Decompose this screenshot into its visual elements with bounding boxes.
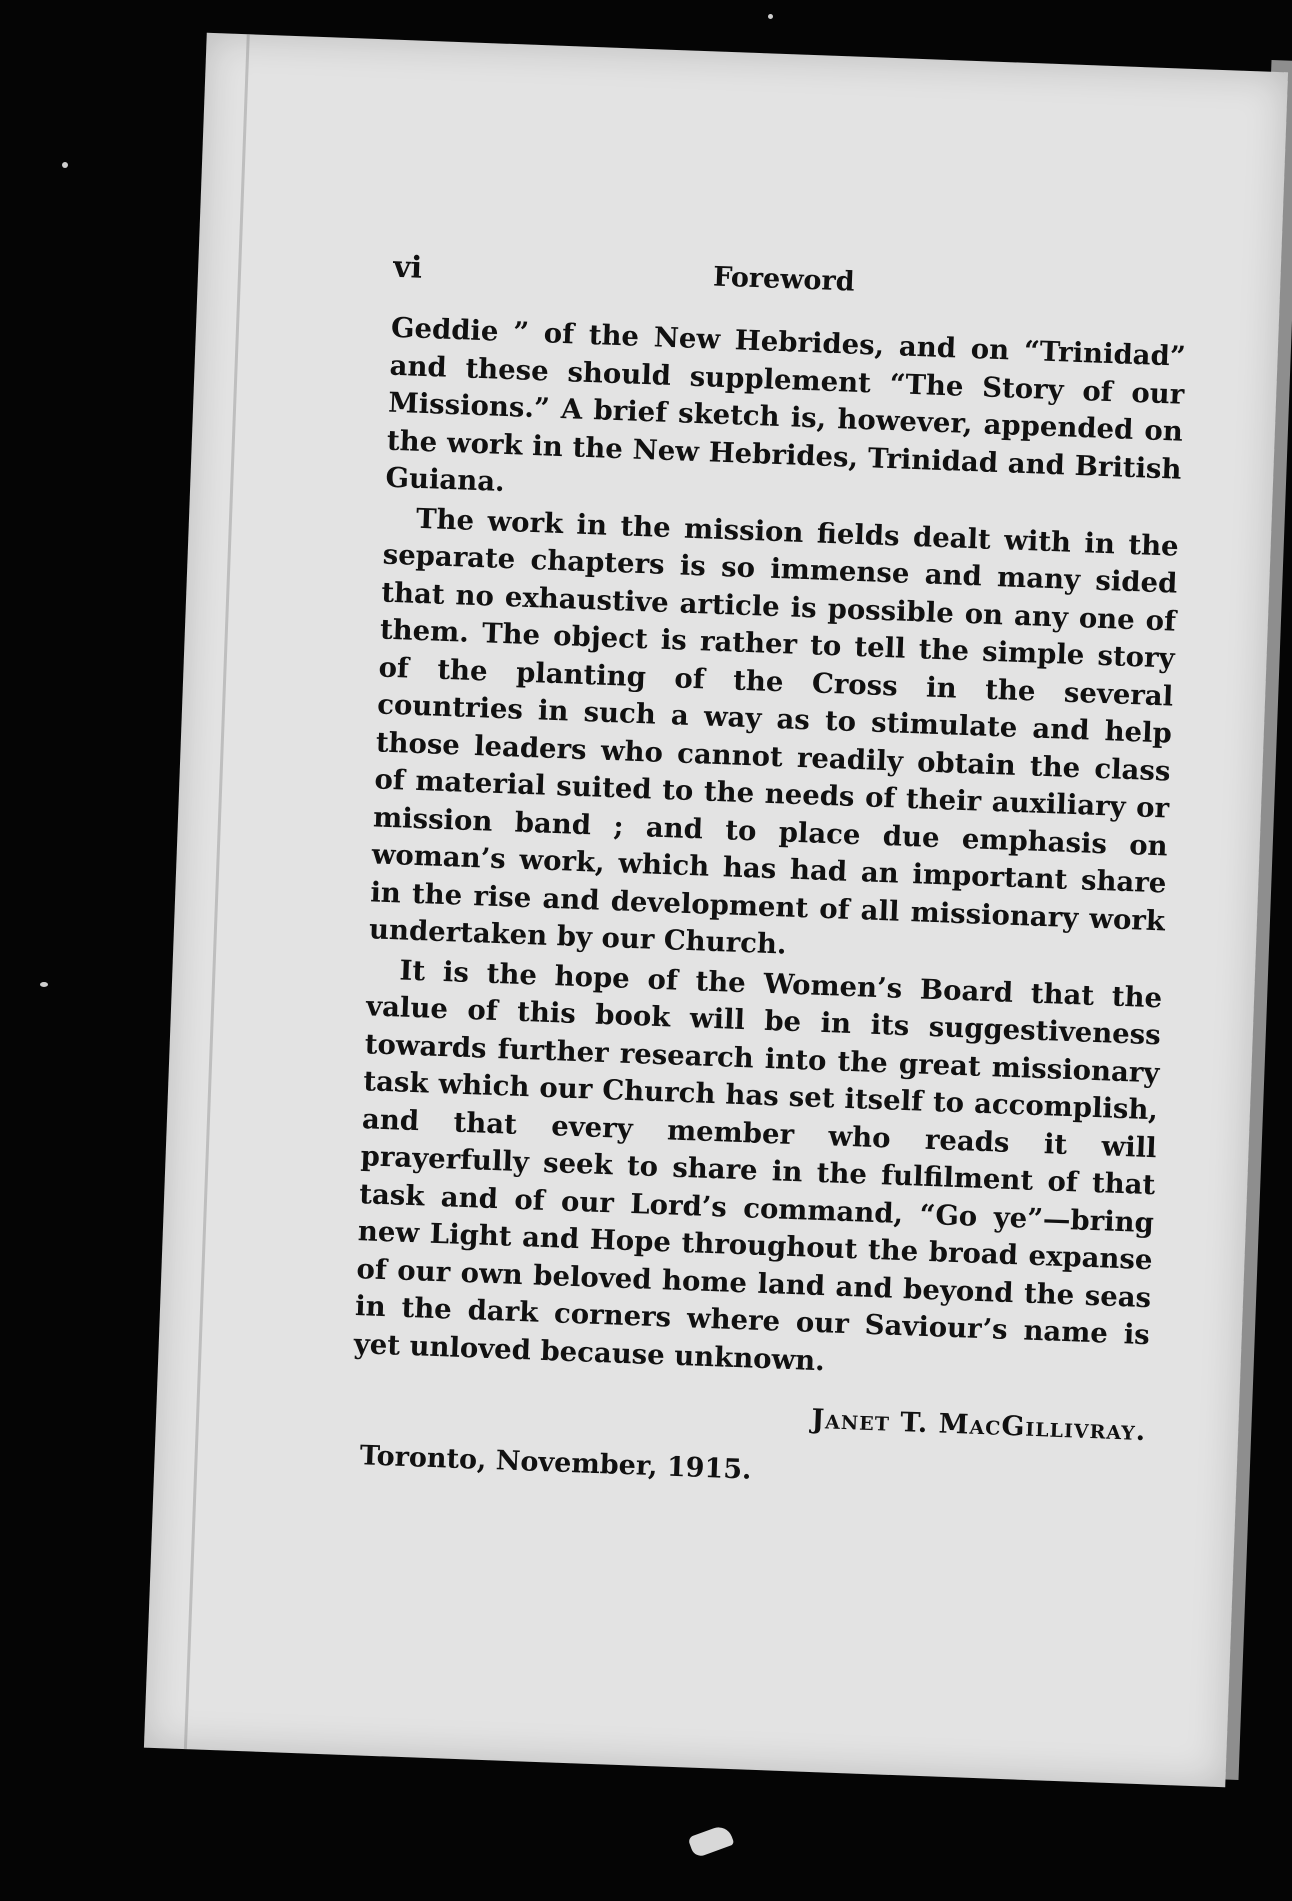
page-text-block — [349, 250, 1188, 1500]
paper-fragment — [688, 1823, 735, 1858]
page-title: Foreword — [712, 261, 856, 298]
book-page — [144, 33, 1288, 1787]
paragraph-1: Geddie ” of the New Hebrides, and on “Trinidad” and these should supplement “The Story of our Missions.” A brief sketch is, however, appended on the work in the New Hebrides, Trinidad and British Guiana. — [385, 311, 1187, 498]
place-and-date: Toronto, November, 1915. — [359, 1440, 753, 1486]
dust-speck — [62, 162, 68, 168]
paragraph-2: The work in the mission fields dealt with in the separate chapters is so immense and many sided that no exhaustive article is possible on any one of them. The object is rather to tell the simple story of the planting of the Cross in the several countries in such a way as to stimulate and help those leaders who cannot readily obtain the class of material suited to the needs of their auxiliary or mission band ; and to place due emphasis on woman’s work, which has had an important share in the rise and development of all missionary work undertaken by our Church. — [368, 502, 1180, 961]
paragraph-3: It is the hope of the Women’s Board that the value of this book will be in its suggestiveness towards further research into the great missionary task which our Church has set itself to accomplish, and that every member who reads it will prayerfully seek to share in the fulfilment of that task and of our Lord’s command, “Go ye”—bring new Light and Hope throughout the broad expanse of our own beloved home land and beyond the seas in the dark corners where our Saviour’s name is yet unloved because unknown. — [353, 953, 1163, 1377]
page-number: vi — [392, 249, 423, 286]
dust-speck — [40, 982, 48, 987]
dust-speck — [768, 14, 773, 19]
author-signature: Janet T. MacGillivray. — [810, 1403, 1147, 1448]
